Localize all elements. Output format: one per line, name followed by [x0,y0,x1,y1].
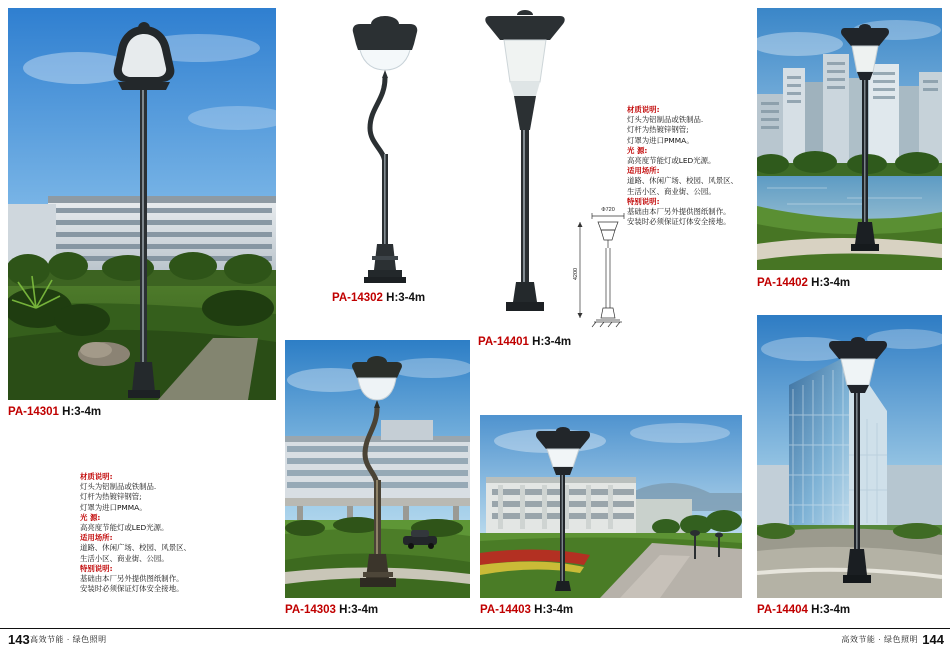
spec-note-title: 特别说明: [627,196,660,206]
product-spec: H:3-4m [339,604,379,616]
spec-source-title: 光 源: [627,145,648,155]
product-spec: H:3-4m [534,604,574,616]
spec-material-title: 材质说明: [80,472,113,481]
spec-note-line-2: 安装时必须保证灯体安全接地。 [627,217,731,227]
spec-usage-line-1: 道路、休闲广场、校园、风景区、 [80,543,191,553]
product-photo-pa-14303 [285,340,470,598]
product-photo-pa-14301 [8,8,276,400]
drawing-top-label: Φ720 [601,207,615,213]
caption-pa-14303 [285,604,378,616]
spec-source-line-1: 高亮度节能灯或LED光源。 [80,523,169,533]
product-spec: H:3-4m [62,406,102,418]
product-photo-pa-14403 [480,415,742,598]
product-render-pa-14302 [330,4,440,286]
spec-material-line-2: 灯杆为热镀锌钢管; [80,492,142,502]
caption-pa-14301 [8,406,101,418]
spec-material-line-3: 灯罩为进口PMMA。 [627,135,694,145]
spec-note-title: 特别说明: [80,563,113,573]
spec-usage-title: 适用场所: [627,166,660,176]
product-code: PA-14404 [757,604,808,616]
product-spec: H:3-4m [532,336,572,348]
product-code: PA-14403 [480,604,531,616]
caption-pa-14401 [478,336,571,348]
product-code: PA-14402 [757,277,808,289]
spec-note-line-1: 基础由本厂另外提供图纸制作。 [80,574,184,584]
footer-divider [0,628,950,629]
footer-text-left: 高效节能 · 绿色照明 [30,635,107,644]
spec-usage-line-2: 生活小区、商业街、公园。 [80,553,169,563]
spec-material-line-1: 灯头为铝制品或铁制品. [627,115,704,125]
spec-block-right [627,105,762,227]
spec-block-left [80,472,215,594]
spec-material-line-1: 灯头为铝制品或铁制品. [80,482,157,492]
spec-usage-title: 适用场所: [80,533,113,543]
product-spec: H:3-4m [811,277,851,289]
spec-usage-line-2: 生活小区、商业街、公园。 [627,186,716,196]
product-spec: H:3-4m [386,292,426,304]
product-code: PA-14303 [285,604,336,616]
product-code: PA-14401 [478,336,529,348]
caption-pa-14302 [332,292,425,304]
product-code: PA-14302 [332,292,383,304]
product-render-pa-14401 [470,4,580,324]
product-photo-pa-14402 [757,8,942,270]
footer-text-right: 高效节能 · 绿色照明 [841,635,918,644]
spec-note-line-2: 安装时必须保证灯体安全接地。 [80,584,184,594]
spec-material-line-3: 灯罩为进口PMMA。 [80,502,147,512]
caption-pa-14404 [757,604,850,616]
spec-material-title: 材质说明: [627,105,660,114]
spec-note-line-1: 基础由本厂另外提供图纸制作。 [627,207,731,217]
spec-source-line-1: 高亮度节能灯或LED光源。 [627,156,716,166]
spec-source-title: 光 源: [80,512,101,522]
product-spec: H:3-4m [811,604,851,616]
product-photo-pa-14404 [757,315,942,598]
caption-pa-14403 [480,604,573,616]
caption-pa-14402 [757,277,850,289]
footer-page-right: 144 [922,632,944,647]
product-code: PA-14301 [8,406,59,418]
drawing-height-label: 4200 [573,267,579,281]
spec-material-line-2: 灯杆为热镀锌钢管; [627,125,689,135]
spec-usage-line-1: 道路、休闲广场、校园、风景区、 [627,176,738,186]
footer-page-left: 143 [8,632,30,647]
